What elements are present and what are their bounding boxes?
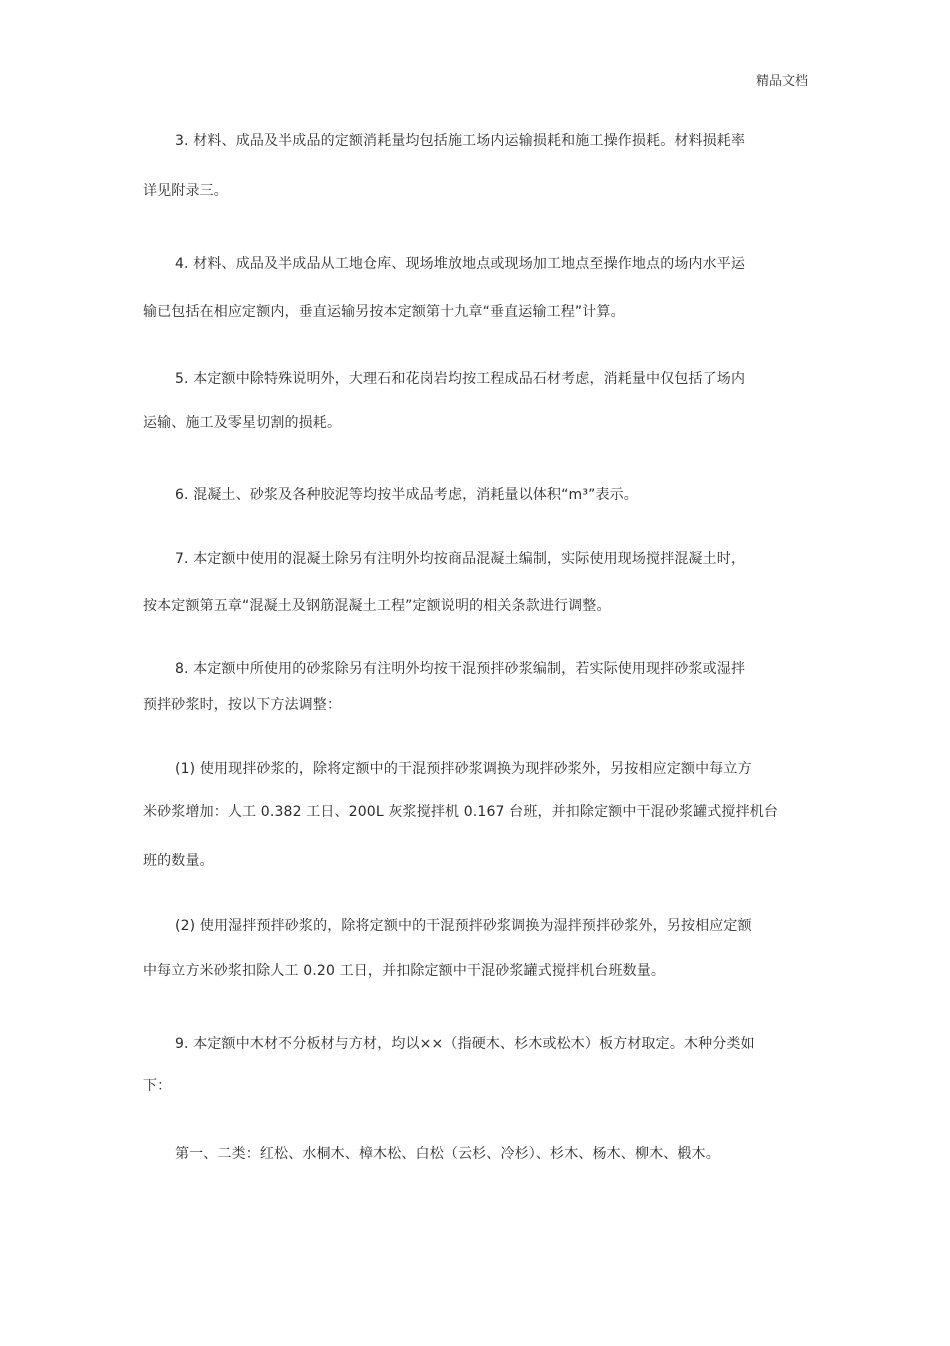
paragraph-8-line-2: 预拌砂浆时，按以下方法调整： [143, 697, 342, 713]
wood-class-1-2-line: 第一、二类：红松、水桐木、樟木松、白松（云杉、冷杉）、杉木、杨木、柳木、椴木。 [175, 1146, 720, 1162]
page-header-label: 精品文档 [755, 74, 808, 89]
paragraph-7-line-1: 7. 本定额中使用的混凝土除另有注明外均按商品混凝土编制，实际使用现场搅拌混凝土时， [175, 551, 746, 567]
paragraph-8-1-line-1: (1) 使用现拌砂浆的，除将定额中的干混预拌砂浆调换为现拌砂浆外，另按相应定额中每立方 [175, 761, 752, 777]
paragraph-8-1-line-2: 米砂浆增加：人工 0.382 工日、200L 灰浆搅拌机 0.167 台班，并扣除定额中干混砂浆罐式搅拌机台 [143, 804, 779, 820]
paragraph-6-line-1: 6. 混凝土、砂浆及各种胶泥等均按半成品考虑，消耗量以体积“m³”表示。 [175, 487, 638, 503]
paragraph-8-line-1: 8. 本定额中所使用的砂浆除另有注明外均按干混预拌砂浆编制，若实际使用现拌砂浆或湿拌 [175, 661, 746, 677]
paragraph-9-line-2: 下： [143, 1078, 172, 1094]
paragraph-8-2-line-2: 中每立方米砂浆扣除人工 0.20 工日，并扣除定额中干混砂浆罐式搅拌机台班数量。 [143, 963, 666, 979]
paragraph-3-line-1: 3. 材料、成品及半成品的定额消耗量均包括施工场内运输损耗和施工操作损耗。材料损耗率 [175, 133, 746, 149]
paragraph-4-line-1: 4. 材料、成品及半成品从工地仓库、现场堆放地点或现场加工地点至操作地点的场内水平运 [175, 256, 746, 272]
paragraph-5-line-2: 运输、施工及零星切割的损耗。 [143, 415, 342, 431]
paragraph-4-line-2: 输已包括在相应定额内，垂直运输另按本定额第十九章“垂直运输工程”计算。 [143, 304, 625, 320]
paragraph-8-2-line-1: (2) 使用湿拌预拌砂浆的，除将定额中的干混预拌砂浆调换为湿拌预拌砂浆外，另按相应定额 [175, 918, 752, 934]
paragraph-9-line-1: 9. 本定额中木材不分板材与方材，均以××（指硬木、杉木或松木）板方材取定。木种分类如 [175, 1036, 755, 1052]
paragraph-7-line-2: 按本定额第五章“混凝土及钢筋混凝土工程”定额说明的相关条款进行调整。 [143, 598, 611, 614]
paragraph-5-line-1: 5. 本定额中除特殊说明外，大理石和花岗岩均按工程成品石材考虑，消耗量中仅包括了场内 [175, 371, 746, 387]
paragraph-3-line-2: 详见附录三。 [143, 183, 228, 199]
paragraph-8-1-line-3: 班的数量。 [143, 853, 214, 869]
